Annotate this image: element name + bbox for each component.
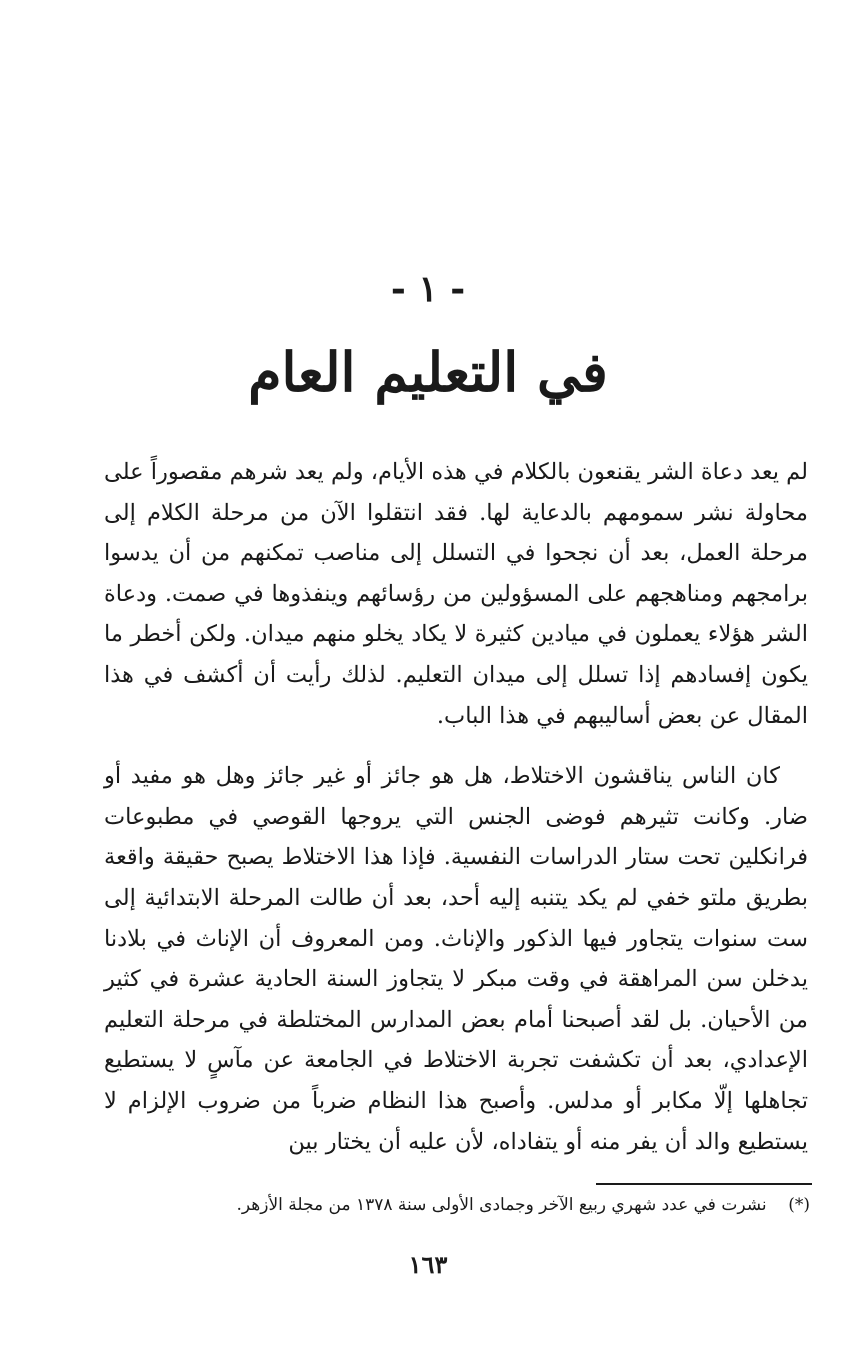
body-text <box>104 452 808 1162</box>
footnote <box>104 1190 810 1220</box>
section-number: - ١ - <box>390 268 466 310</box>
chapter-title: في التعليم العام <box>248 340 608 404</box>
paragraph-1: لم يعد دعاة الشر يقنعون بالكلام في هذه الأيام، ولم يعد شرهم مقصوراً على محاولة نشر سمومهم بالدعاية لها. فقد انتقلوا الآن من مرحلة الكلام إلى مرحلة العمل، بعد أن نجحوا في التسلل إلى مناصب تمكنهم من أن يدسوا برامجهم ومناهجهم على المسؤولين من رؤسائهم وينفذوها في صمت. ودعاة الشر هؤلاء يعملون في ميادين كثيرة لا يكاد يخلو منهم ميدان. ولكن أخطر ما يكون إفسادهم إذا تسلل إلى ميدان التعليم. لذلك رأيت أن أكشف في هذا المقال عن بعض أساليبهم في هذا الباب. <box>103 459 808 729</box>
footnote-divider <box>596 1183 812 1185</box>
paragraph-2: كان الناس يناقشون الاختلاط، هل هو جائز أو غير جائز وهل هو مفيد أو ضار. وكانت تثيرهم فوضى الجنس التي يروجها القوصي في مطبوعات فرانكلين تحت ستار الدراسات النفسية. فإذا هذا الاختلاط يصبح حقيقة واقعة بطريق ملتو خفي لم يكد يتنبه إليه أحد، بعد أن طالت المرحلة الابتدائية إلى ست سنوات يتجاور فيها الذكور والإناث. ومن المعروف أن الإناث في بلادنا يدخلن سن المراهقة في وقت مبكر لا يتجاوز السنة الحادية عشرة في كثير من الأحيان. بل لقد أصبحنا أمام بعض المدارس المختلطة في مرحلة التعليم الإعدادي، بعد أن تكشفت تجربة الاختلاط في الجامعة عن مآسٍ لا يستطيع تجاهلها إلّا مكابر أو مدلس. وأصبح هذا النظام ضرباً من ضروب الإلزام لا يستطيع والد أن يفر منه أو يتفاداه، لأن عليه أن يختار بين <box>104 763 808 1155</box>
page-number: ١٦٣ <box>408 1250 448 1279</box>
footnote-text: نشرت في عدد شهري ربيع الآخر وجمادى الأولى سنة ١٣٧٨ من مجلة الأزهر. <box>236 1195 767 1215</box>
footnote-marker: (*) <box>788 1195 810 1215</box>
